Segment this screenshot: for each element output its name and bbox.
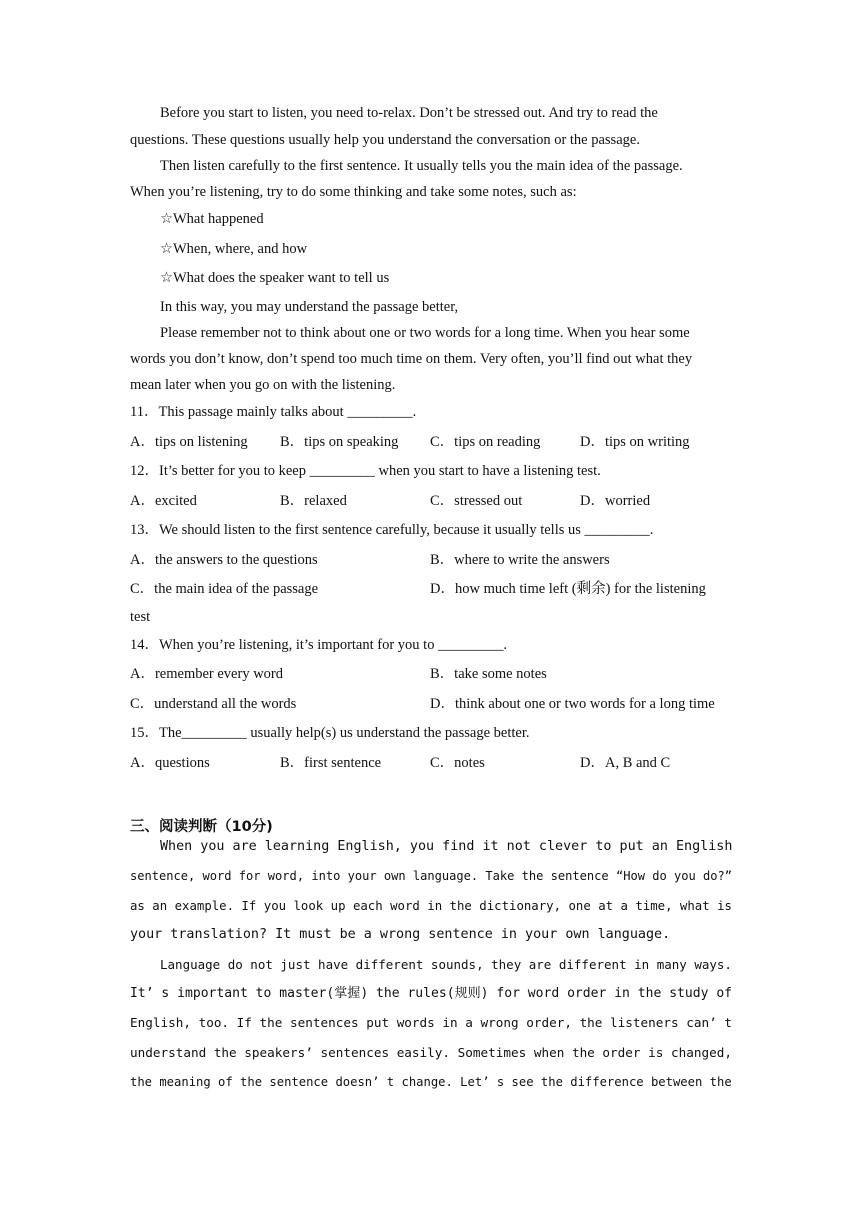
section3-line: When you are learning English, you find it not clever to put an English xyxy=(160,839,733,854)
answer-option[interactable]: A．the answers to the questions xyxy=(130,552,318,568)
answer-option[interactable]: A．tips on listening xyxy=(130,434,248,450)
answer-option[interactable]: D．how much time left (剩余) for the listening xyxy=(430,581,706,597)
question-stem: 15．The_________ usually help(s) us understand the passage better. xyxy=(130,725,530,741)
star-bullet-item: ☆What does the speaker want to tell us xyxy=(160,270,390,286)
answer-option[interactable]: B．where to write the answers xyxy=(430,552,610,568)
passage-line: mean later when you go on with the listening. xyxy=(130,377,396,393)
section3-line: It’ s important to master(掌握) the rules(规则) for word order in the study of xyxy=(130,986,733,1001)
section3-line: your translation? It must be a wrong sentence in your own language. xyxy=(130,927,671,942)
passage-line: Please remember not to think about one or two words for a long time. When you hear some xyxy=(160,325,690,341)
answer-option[interactable]: A．excited xyxy=(130,493,197,509)
passage-line: Then listen carefully to the first sentence. It usually tells you the main idea of the passage. xyxy=(160,158,683,174)
answer-option[interactable]: C．tips on reading xyxy=(430,434,541,450)
passage-line: words you don’t know, don’t spend too much time on them. Very often, you’ll find out what they xyxy=(130,351,693,367)
answer-option[interactable]: C．understand all the words xyxy=(130,696,297,712)
star-bullet-item: ☆What happened xyxy=(160,211,264,227)
answer-option[interactable]: D．worried xyxy=(580,493,651,509)
answer-option[interactable]: D．A, B and C xyxy=(580,755,671,771)
section3-line: English, too. If the sentences put words in a wrong order, the listeners can’ t xyxy=(130,1015,732,1030)
section-heading: 三、阅读判断（10分) xyxy=(130,819,273,835)
answer-option[interactable]: C．notes xyxy=(430,755,485,771)
answer-option[interactable]: D．think about one or two words for a long time xyxy=(430,696,715,712)
section3-line: understand the speakers’ sentences easily. Sometimes when the order is changed, xyxy=(130,1045,732,1060)
passage-line: When you’re listening, try to do some thinking and take some notes, such as: xyxy=(130,184,577,200)
answer-option[interactable]: B．relaxed xyxy=(280,493,347,509)
passage-line: questions. These questions usually help you understand the conversation or the passage. xyxy=(130,132,640,148)
passage-line: In this way, you may understand the passage better, xyxy=(160,299,459,315)
answer-option[interactable]: C．the main idea of the passage xyxy=(130,581,319,597)
answer-option[interactable]: B．first sentence xyxy=(280,755,382,771)
answer-option[interactable]: A．remember every word xyxy=(130,666,283,682)
passage-line: Before you start to listen, you need to-relax. Don’t be stressed out. And try to read the xyxy=(160,105,658,121)
answer-option-wrap: test xyxy=(130,609,151,625)
question-stem: 14．When you’re listening, it’s important for you to _________. xyxy=(130,637,507,653)
section3-line: as an example. If you look up each word in the dictionary, one at a time, what is xyxy=(130,899,732,913)
answer-option[interactable]: A．questions xyxy=(130,755,210,771)
answer-option[interactable]: B．take some notes xyxy=(430,666,547,682)
question-stem: 12．It’s better for you to keep _________ when you start to have a listening test. xyxy=(130,463,601,479)
star-bullet-item: ☆When, where, and how xyxy=(160,241,308,257)
question-stem: 11．This passage mainly talks about _________. xyxy=(130,404,417,420)
answer-option[interactable]: B．tips on speaking xyxy=(280,434,399,450)
answer-option[interactable]: D．tips on writing xyxy=(580,434,690,450)
section3-line: Language do not just have different sounds, they are different in many ways. xyxy=(160,957,732,972)
answer-option[interactable]: C．stressed out xyxy=(430,493,523,509)
question-stem: 13．We should listen to the first sentence carefully, because it usually tells us _________. xyxy=(130,522,654,538)
section3-line: sentence, word for word, into your own language. Take the sentence “How do you do?” xyxy=(130,869,732,883)
section3-line: the meaning of the sentence doesn’ t change. Let’ s see the difference between the xyxy=(130,1075,732,1089)
